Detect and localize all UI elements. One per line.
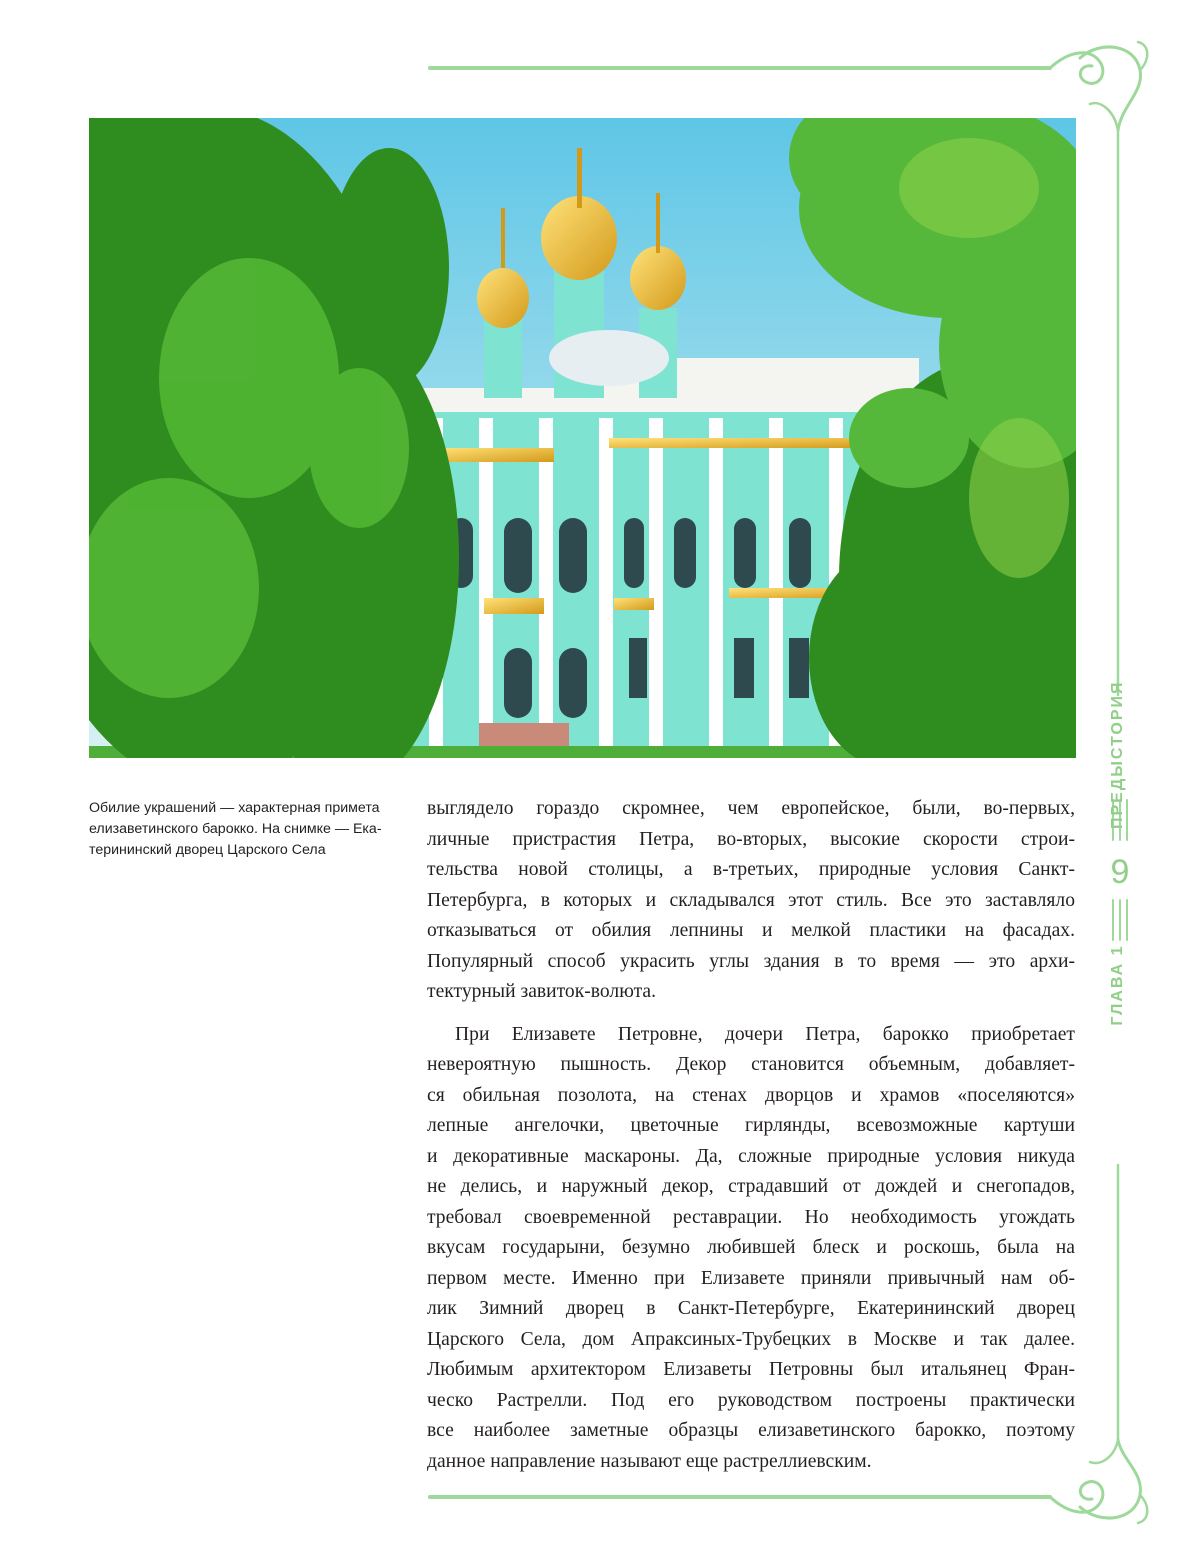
text-line: Любимым архитектором Елизаветы Петровны был итальянец Фран- <box>427 1359 1075 1380</box>
text-line: выглядело гораздо скромнее, чем европейское, были, во-первых, <box>427 798 1075 819</box>
text-line: личные пристрастия Петра, во-вторых, высокие скорости строи- <box>427 828 1075 850</box>
paragraph-2 <box>427 1020 1075 1478</box>
text-line: данное направление называют еще растреллиевским. <box>427 1450 872 1472</box>
text-line: При Елизавете Петровне, дочери Петра, барокко приобретает <box>455 1023 1075 1045</box>
text-line: ся обильная позолота, на стенах дворцов и храмов «поселяются» <box>427 1084 1075 1106</box>
text-line: Царского Села, дом Апраксиных-Трубецких в Москве и так далее. <box>427 1328 1075 1350</box>
chapter-label: ГЛАВА 1 <box>1109 944 1126 1026</box>
text-line: не делись, и наружный декор, страдавший от дождей и снегопадов, <box>427 1176 1075 1197</box>
text-line: все наиболее заметные образцы елизаветинского барокко, поэтому <box>427 1420 1075 1441</box>
palace-photo <box>89 118 1076 758</box>
text-line: ческо Растрелли. Под его руководством построены практически <box>427 1389 1075 1411</box>
body-text <box>427 794 1075 1477</box>
text-line: отказываться от обилия лепнины и мелкой пластики на фасадах. <box>427 920 1075 941</box>
caption-line: терининский дворец Царского Села <box>89 842 326 858</box>
text-line: тектурный завиток-волюта. <box>427 981 656 1002</box>
text-line: лик Зимний дворец в Санкт-Петербурге, Екатерининский дворец <box>427 1298 1075 1319</box>
section-label: ПРЕДЫСТОРИЯ <box>1109 680 1126 829</box>
text-line: и декоративные маскароны. Да, сложные природные условия никуда <box>427 1145 1075 1167</box>
text-line: первом месте. Именно при Елизавете приняли привычный нам об- <box>427 1267 1075 1289</box>
caption-line: елизаветинского барокко. На снимке — Ека- <box>89 821 382 837</box>
photo-caption <box>89 798 399 861</box>
text-line: тельства новой столицы, а в-третьих, природные условия Санкт- <box>427 859 1075 880</box>
text-line: лепные ангелочки, цветочные гирлянды, всевозможные картуши <box>427 1115 1075 1136</box>
text-line: Популярный способ украсить углы здания в то время — это архи- <box>427 950 1075 972</box>
text-line: требовал своевременной реставрации. Но необходимость угождать <box>427 1206 1075 1228</box>
paragraph-1 <box>427 794 1075 1008</box>
page-number: 9 <box>1110 853 1130 891</box>
caption-line: Обилие украшений — характерная примета <box>89 800 380 816</box>
text-line: вкусам государыни, безумно любившей блеск и роскошь, была на <box>427 1237 1075 1258</box>
text-line: Петербурга, в которых и складывался этот стиль. Все это заставляло <box>427 889 1075 911</box>
text-line: невероятную пышность. Декор становится объемным, добавляет- <box>427 1054 1075 1075</box>
